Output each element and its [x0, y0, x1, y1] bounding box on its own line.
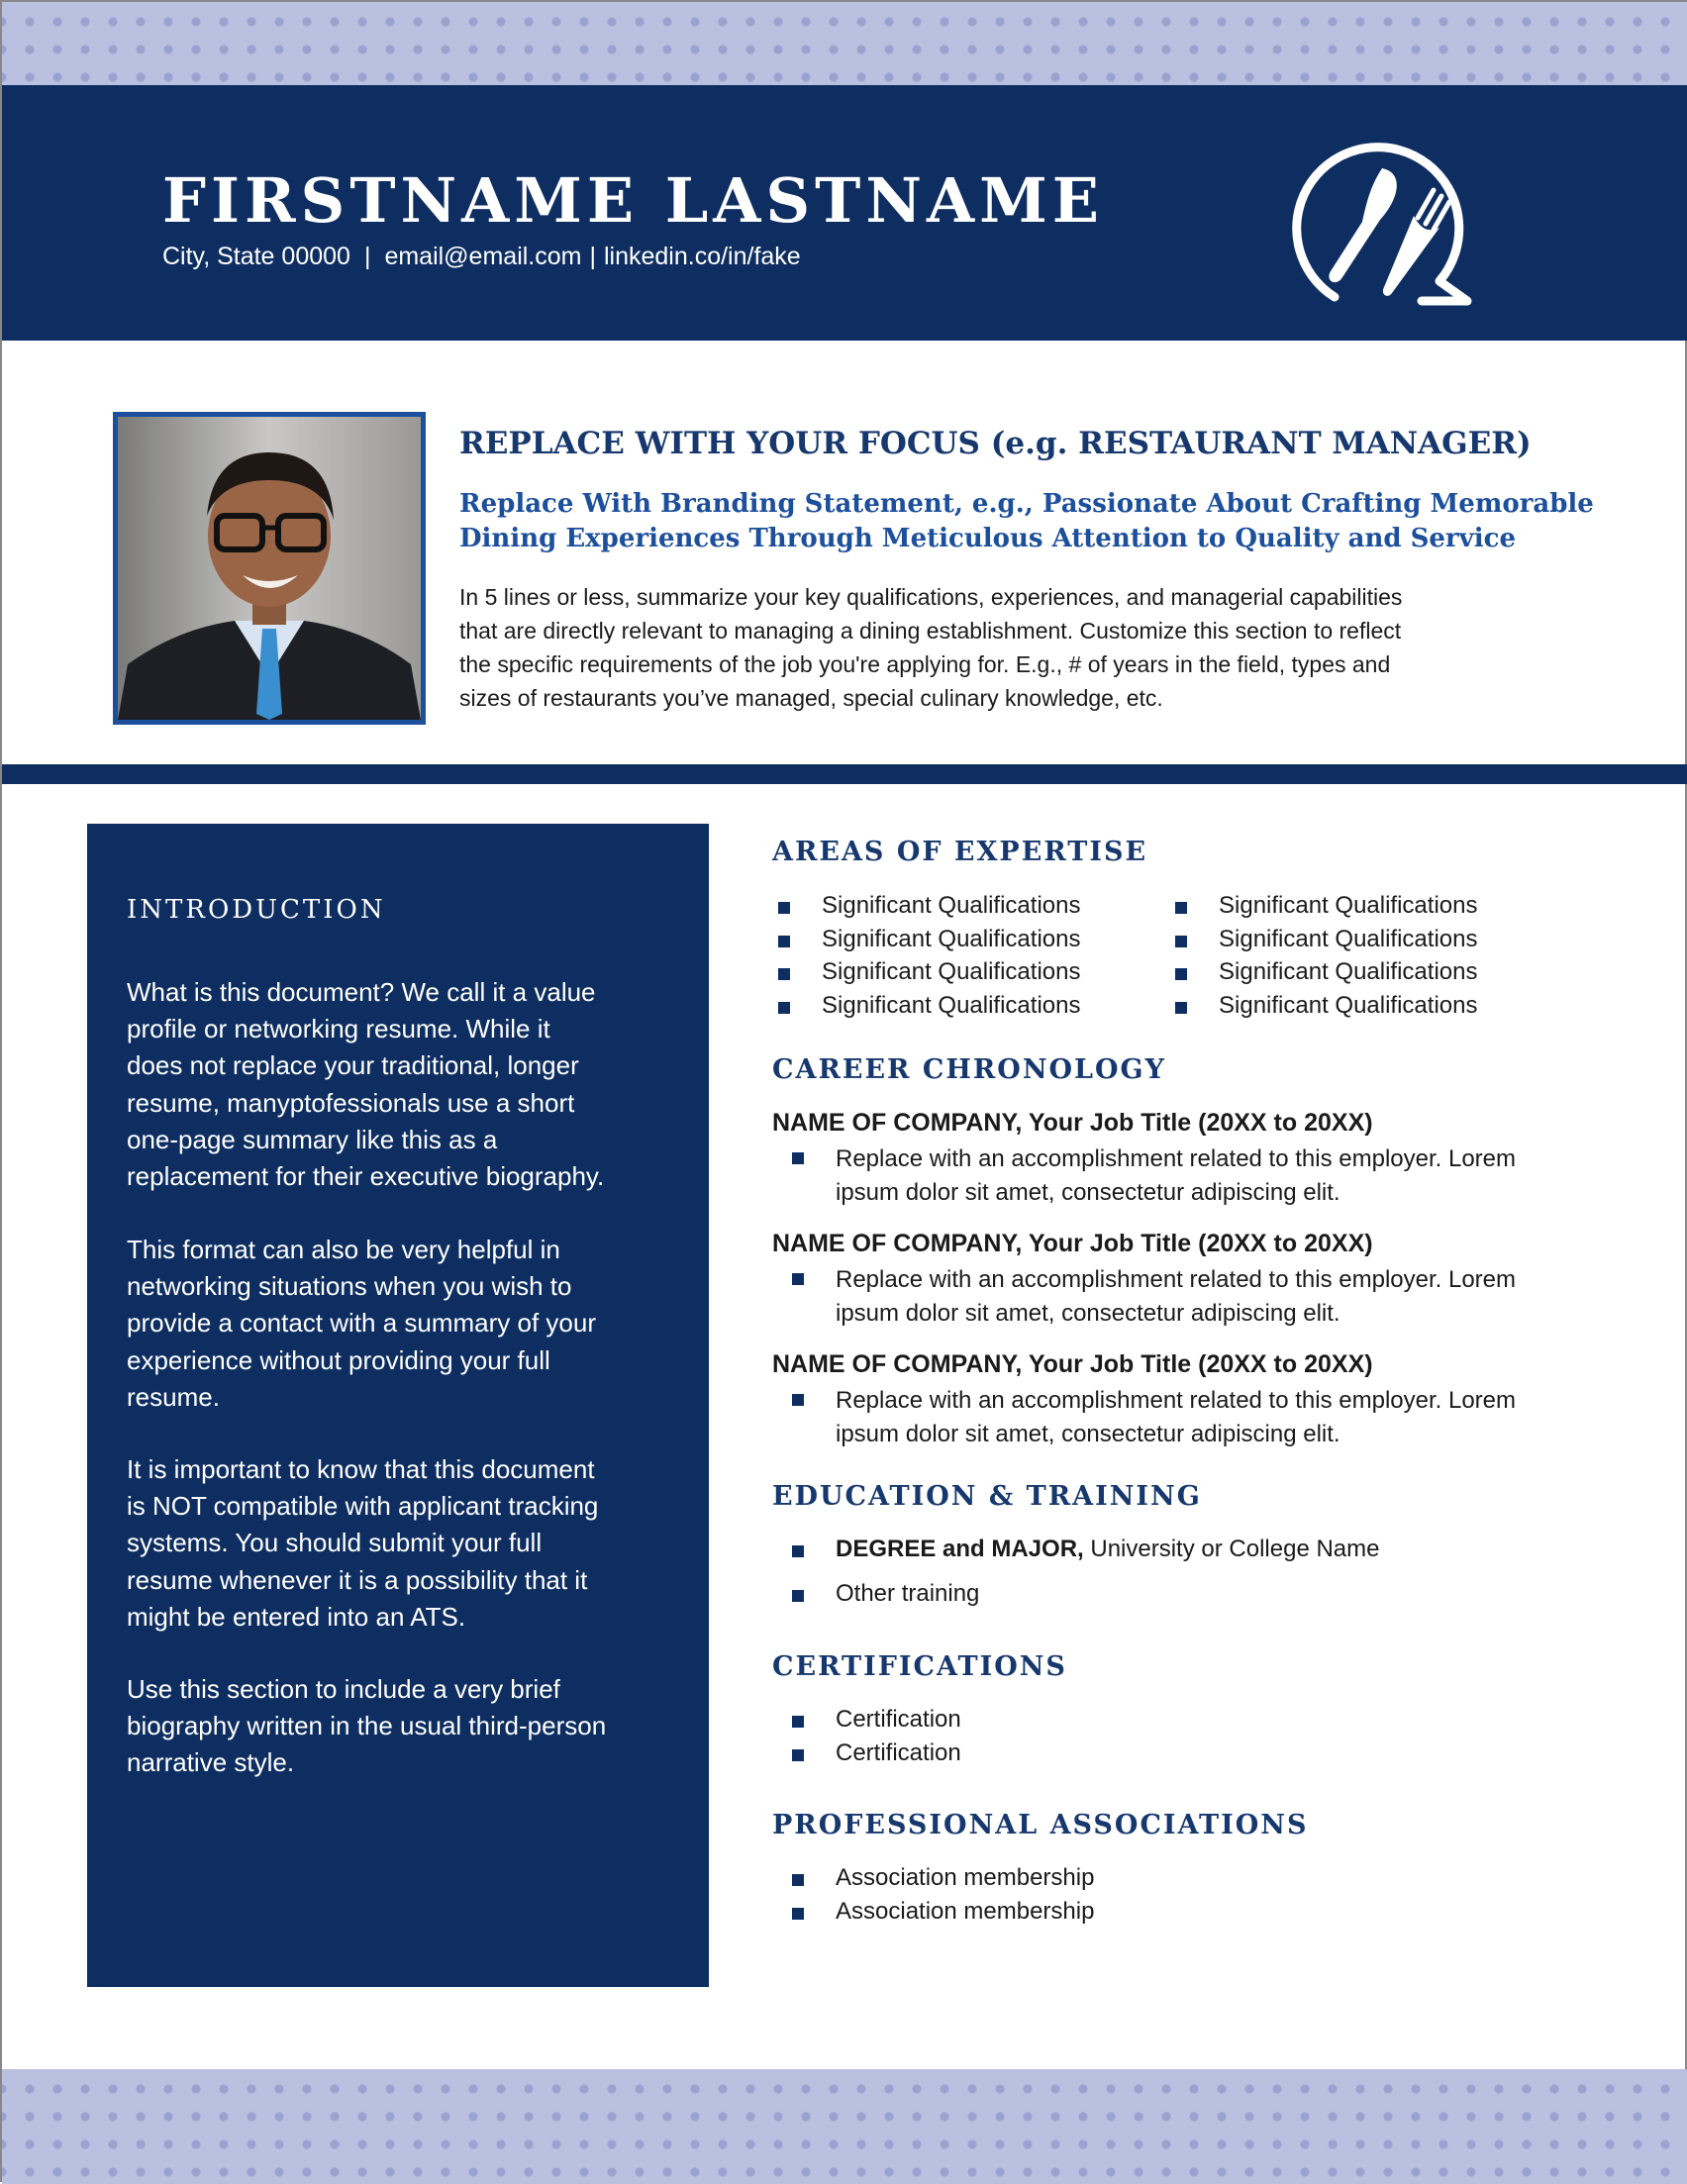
accomplishment-line: Replace with an accomplishment related to this employer. Lorem: [836, 1145, 1516, 1172]
association-item: Association membership: [836, 1864, 1095, 1891]
intro-line: experience without providing your full: [127, 1344, 550, 1375]
section-divider: [2, 764, 1687, 784]
job-title: NAME OF COMPANY, Your Job Title (20XX to 20XX): [772, 1230, 1373, 1257]
job-accomplishment: [836, 1142, 1516, 1210]
intro-line: What is this document? We call it a value: [127, 977, 596, 1007]
expertise-item: Significant Qualifications: [822, 992, 1081, 1019]
focus-title: REPLACE WITH YOUR FOCUS (e.g. RESTAURANT MANAGER): [459, 426, 1532, 461]
expertise-item: Significant Qualifications: [822, 892, 1081, 919]
email: email@email.com: [384, 243, 582, 270]
intro-line: does not replace your traditional, longer: [127, 1050, 579, 1081]
introduction-heading: INTRODUCTION: [127, 895, 386, 925]
associations-heading: PROFESSIONAL ASSOCIATIONS: [772, 1810, 1309, 1840]
accomplishment-line: ipsum dolor sit amet, consectetur adipiscing elit.: [836, 1421, 1340, 1447]
bottom-pattern-band: [2, 2069, 1687, 2184]
summary-paragraph: [459, 580, 1558, 715]
intro-line: This format can also be very helpful in: [127, 1235, 560, 1264]
top-pattern-band: [2, 2, 1687, 85]
expertise-item: Significant Qualifications: [1219, 926, 1478, 952]
expertise-item: Significant Qualifications: [1219, 892, 1478, 919]
intro-line: networking situations when you wish to: [127, 1271, 572, 1302]
accomplishment-line: ipsum dolor sit amet, consectetur adipiscing elit.: [836, 1300, 1340, 1327]
job-accomplishment: [836, 1263, 1516, 1331]
accomplishment-line: ipsum dolor sit amet, consectetur adipiscing elit.: [836, 1179, 1340, 1206]
intro-line: profile or networking resume. While it: [127, 1014, 550, 1044]
education-other: Other training: [836, 1580, 980, 1607]
expertise-item: Significant Qualifications: [1219, 992, 1478, 1019]
intro-line: replacement for their executive biography.: [127, 1161, 605, 1192]
knife-fork-speech-bubble-icon: [1285, 127, 1475, 311]
job-title: NAME OF COMPANY, Your Job Title (20XX to 20XX): [772, 1109, 1373, 1137]
certification-item: Certification: [836, 1739, 961, 1766]
certification-item: Certification: [836, 1706, 961, 1733]
intro-paragraph-3: [127, 1451, 681, 1636]
summary-line: that are directly relevant to managing a dining establishment. Customize this section to reflect: [459, 618, 1402, 644]
intro-line: It is important to know that this document: [127, 1454, 595, 1484]
intro-line: resume.: [127, 1381, 220, 1412]
summary-line: In 5 lines or less, summarize your key qualifications, experiences, and managerial capabilities: [459, 584, 1403, 610]
intro-paragraph-2: [127, 1232, 681, 1416]
intro-line: resume, manyptofessionals use a short: [127, 1087, 575, 1118]
header-banner: [2, 85, 1687, 341]
expertise-item: Significant Qualifications: [822, 958, 1081, 985]
summary-line: sizes of restaurants you’ve managed, special culinary knowledge, etc.: [459, 685, 1163, 711]
profile-photo-illustration: [118, 417, 421, 720]
association-item: Association membership: [836, 1898, 1095, 1925]
career-heading: CAREER CHRONOLOGY: [772, 1054, 1166, 1085]
degree-major: DEGREE and MAJOR,: [836, 1536, 1084, 1562]
intro-line: systems. You should submit your full: [127, 1528, 543, 1558]
branding-line: Replace With Branding Statement, e.g., Passionate About Crafting Memorable: [459, 489, 1594, 519]
accomplishment-line: Replace with an accomplishment related to this employer. Lorem: [836, 1266, 1516, 1293]
contact-line: City, State 00000 | email@email.com | linkedin.co/in/fake: [162, 243, 801, 270]
expertise-heading: AREAS OF EXPERTISE: [772, 837, 1148, 867]
candidate-name: FIRSTNAME LASTNAME: [162, 164, 1104, 237]
expertise-item: Significant Qualifications: [822, 926, 1081, 952]
branding-statement: [459, 487, 1594, 556]
accomplishment-line: Replace with an accomplishment related to this employer. Lorem: [836, 1387, 1516, 1414]
intro-line: provide a contact with a summary of your: [127, 1308, 596, 1339]
linkedin: linkedin.co/in/fake: [603, 243, 801, 270]
summary-line: the specific requirements of the job you're applying for. E.g., # of years in the field, types and: [459, 651, 1391, 677]
introduction-panel: [87, 824, 709, 1987]
intro-paragraph-1: [127, 974, 681, 1195]
intro-line: one-page summary like this as a: [127, 1124, 498, 1154]
intro-line: narrative style.: [127, 1747, 295, 1778]
intro-line: biography written in the usual third-person: [127, 1711, 607, 1741]
intro-line: resume whenever it is a possibility that it: [127, 1564, 588, 1595]
job-accomplishment: [836, 1384, 1516, 1451]
school-name: University or College Name: [1083, 1536, 1380, 1562]
certifications-heading: CERTIFICATIONS: [772, 1651, 1067, 1682]
intro-line: is NOT compatible with applicant tracking: [127, 1491, 599, 1522]
intro-line: Use this section to include a very brief: [127, 1674, 560, 1704]
intro-paragraph-4: [127, 1671, 681, 1782]
profile-photo: [113, 412, 426, 725]
expertise-item: Significant Qualifications: [1219, 958, 1478, 985]
location: City, State 00000: [162, 243, 350, 270]
job-title: NAME OF COMPANY, Your Job Title (20XX to 20XX): [772, 1350, 1373, 1378]
intro-line: might be entered into an ATS.: [127, 1601, 466, 1632]
education-heading: EDUCATION & TRAINING: [772, 1481, 1202, 1512]
education-degree: [836, 1536, 1379, 1563]
branding-line: Dining Experiences Through Meticulous Attention to Quality and Service: [459, 524, 1516, 553]
